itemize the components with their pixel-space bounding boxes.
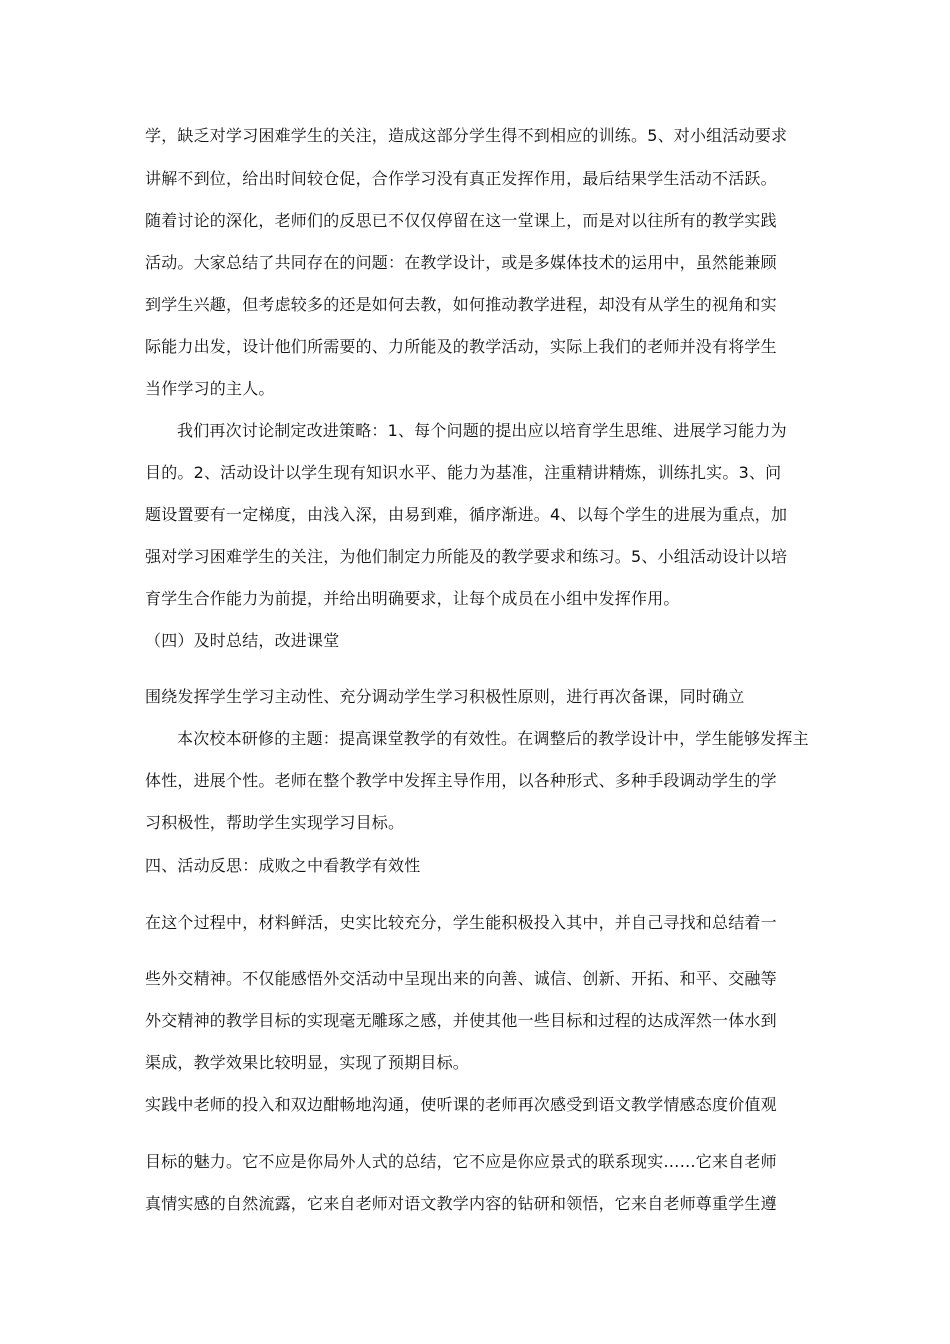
text-line: （四）及时总结，改进课堂 xyxy=(145,631,340,650)
text-line: 际能力出发，设计他们所需要的、力所能及的教学活动，实际上我们的老师并没有将学生 xyxy=(145,337,777,356)
text-line: 随着讨论的深化，老师们的反思已不仅仅停留在这一堂课上，而是对以往所有的教学实践 xyxy=(145,211,777,230)
text-line: 渠成，教学效果比较明显，实现了预期目标。 xyxy=(145,1053,470,1072)
text-line: 些外交精神。不仅能感悟外交活动中呈现出来的向善、诚信、创新、开拓、和平、交融等 xyxy=(145,969,777,988)
text-line: 活动。大家总结了共同存在的问题：在教学设计，或是多媒体技术的运用中，虽然能兼顾 xyxy=(145,253,777,272)
text-line: 目标的魅力。它不应是你局外人式的总结，它不应是你应景式的联系现实……它来自老师 xyxy=(145,1152,777,1171)
paragraph-start-line: 我们再次讨论制定改进策略：1、每个问题的提出应以培育学生思维、进展学习能力为 xyxy=(177,421,787,440)
text-line: 外交精神的教学目标的实现毫无雕琢之感，并使其他一些目标和过程的达成浑然一体水到 xyxy=(145,1011,777,1030)
text-line: 目的。2、活动设计以学生现有知识水平、能力为基准，注重精讲精炼，训练扎实。3、问 xyxy=(145,463,782,482)
text-line: 四、活动反思：成败之中看教学有效性 xyxy=(145,856,421,875)
text-line: 题设置要有一定梯度，由浅入深，由易到难，循序渐进。4、以每个学生的进展为重点，加 xyxy=(145,505,788,524)
text-line: 讲解不到位，给出时间较仓促，合作学习没有真正发挥作用，最后结果学生活动不活跃。 xyxy=(145,169,777,188)
text-line: 育学生合作能力为前提，并给出明确要求，让每个成员在小组中发挥作用。 xyxy=(145,589,680,608)
section-heading: 围绕发挥学生学习主动性、充分调动学生学习积极性原则，进行再次备课，同时确立 xyxy=(145,687,745,706)
text-line: 真情实感的自然流露，它来自老师对语文教学内容的钻研和领悟，它来自老师尊重学生遵 xyxy=(145,1194,777,1213)
section-heading: 在这个过程中，材料鲜活，史实比较充分，学生能积极投入其中，并自己寻找和总结着一 xyxy=(145,913,777,932)
text-line: 实践中老师的投入和双边酣畅地沟通，使听课的老师再次感受到语文教学情感态度价值观 xyxy=(145,1095,777,1114)
paragraph-start-line: 本次校本研修的主题：提高课堂教学的有效性。在调整后的教学设计中，学生能够发挥主 xyxy=(177,729,809,748)
text-line: 到学生兴趣，但考虑较多的还是如何去教，如何推动教学进程，却没有从学生的视角和实 xyxy=(145,295,777,314)
text-line: 强对学习困难学生的关注，为他们制定力所能及的教学要求和练习。5、小组活动设计以培 xyxy=(145,547,788,566)
text-line: 学，缺乏对学习困难学生的关注，造成这部分学生得不到相应的训练。5、对小组活动要求 xyxy=(145,126,788,145)
text-line: 体性，进展个性。老师在整个教学中发挥主导作用，以各种形式、多种手段调动学生的学 xyxy=(145,771,777,790)
text-line: 当作学习的主人。 xyxy=(145,379,275,398)
text-line: 习积极性，帮助学生实现学习目标。 xyxy=(145,813,405,832)
